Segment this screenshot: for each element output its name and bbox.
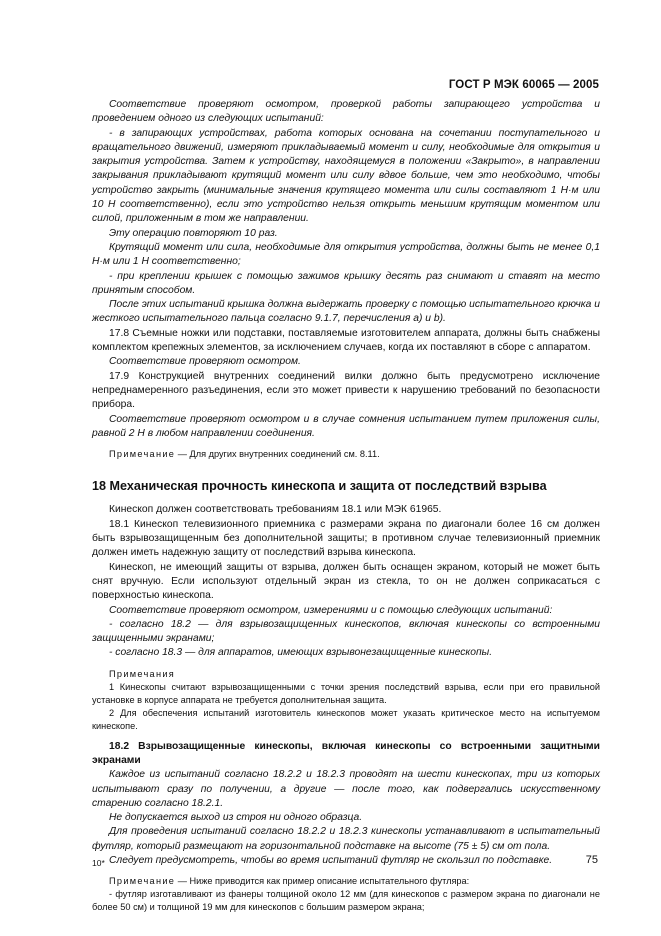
clause-18-2-heading: 18.2 Взрывозащищенные кинескопы, включая кинескопы со встроенными защитными экранами (92, 740, 600, 766)
note-item: 1 Кинескопы считают взрывозащищенными с точки зрения последствий взрыва, если при его правильной установке в корпусе аппарата не требуется дополнительная защита. (92, 681, 600, 705)
note-text: — Ниже приводится как пример описание испытательного футляра: (175, 876, 470, 887)
notes-label: Примечания (109, 668, 176, 679)
clause-18-1: 18.1 Кинескоп телевизионного приемника с размерами экрана по диагонали более 16 см должен быть взрывозащищенным без дополнительной защиты; в противном случае телевизионный приемник должен иметь надежную защиту от последствий взрыва кинескопа. (92, 518, 600, 559)
note-item: - футляр изготавливают из фанеры толщиной около 12 мм (для кинескопов с размером экрана по диагонали не более 50 см) и толщиной 19 мм для кинескопов с большим размером экрана; (92, 889, 600, 913)
page-number: 75 (585, 854, 598, 866)
paragraph: Кинескоп, не имеющий защиты от взрыва, должен быть оснащен экраном, который не может быть снят вручную. Если используют отдельный экран из стекла, то он не должен соприкасаться с поверхностью кинескопа. (92, 561, 600, 602)
paragraph: Соответствие проверяют осмотром и в случае сомнения испытанием путем приложения силы, равной 2 Н в любом направлении соединения. (92, 413, 600, 439)
paragraph: Не допускается выход из строя ни одного образца. (109, 812, 363, 824)
paragraph: - согласно 18.2 — для взрывозащищенных кинескопов, включая кинескопы со встроенными защищенными экранами; (92, 618, 600, 645)
clause-17-9: 17.9 Конструкцией внутренних соединений вилки должно быть предусмотрено исключение непреднамеренного разъединения, если это может привести к нарушению требований по безопасности прибора. (92, 370, 600, 411)
note (92, 448, 600, 461)
document-header: ГОСТ Р МЭК 60065 — 2005 (448, 79, 599, 91)
paragraph: Каждое из испытаний согласно 18.2.2 и 18.2.3 проводят на шести кинескопах, три из которых испытывают сразу по получении, а другие — после того, как подвергались искусственному старению согласно 18.2.1. (92, 769, 600, 809)
paragraph: - при креплении крышек с помощью зажимов крышку десять раз снимают и ставят на место принятым способом. (92, 270, 600, 296)
paragraph: Соответствие проверяют осмотром, проверкой работы запирающего устройства и проведением одного из следующих испытаний: (92, 99, 600, 125)
document-body (92, 98, 600, 914)
note-label: Примечание (109, 449, 176, 460)
note (92, 875, 600, 888)
paragraph: - согласно 18.3 — для аппаратов, имеющих взрывонезащищенные кинескопы. (109, 647, 493, 659)
note-text: — Для других внутренних соединений см. 8.11. (175, 449, 380, 460)
paragraph: Соответствие проверяют осмотром. (109, 356, 301, 368)
paragraph: Кинескоп должен соответствовать требованиям 18.1 или МЭК 61965. (109, 504, 442, 516)
paragraph: - в запирающих устройствах, работа которых основана на сочетании поступательного и вращательного движений, измеряют прикладываемый момент и силу, необходимые для открытия и закрытия устройства. Затем к устройству, находящемуся в положении «Закрыто», в направлении закрывания прикладывают крутящий момент или силу вдвое больше, чем это необходимо, чтобы устройство закрыть (минимальные значения крутящего момента или силы составляют 1 Н·м или 10 Н соответственно), если это устройство нельзя открыть меньшим крутящим моментом или силой, приложенным в том же направлении. (92, 127, 600, 225)
paragraph: Для проведения испытаний согласно 18.2.2 и 18.2.3 кинескопы устанавливают в испытательный футляр, который размещают на горизонтальной подставке на высоте (75 ± 5) см от пола. (92, 826, 600, 852)
paragraph: Крутящий момент или сила, необходимые для открытия устройства, должны быть не менее 0,1 Н·м или 1 Н соответственно; (92, 241, 600, 268)
paragraph: Соответствие проверяют осмотром, измерениями и с помощью следующих испытаний: (109, 604, 553, 616)
signature-mark: 10* (92, 858, 105, 868)
paragraph: Эту операцию повторяют 10 раз. (109, 227, 278, 239)
paragraph: Следует предусмотреть, чтобы во время испытаний футляр не скользил по подставке. (109, 855, 553, 867)
note-label: Примечание (109, 876, 176, 887)
paragraph: После этих испытаний крышка должна выдержать проверку с помощью испытательного крючка и жесткого испытательного пальца согласно 9.1.7, перечисления а) и b). (92, 299, 600, 325)
section-18-heading: 18 Механическая прочность кинескопа и защита от последствий взрыва (92, 479, 547, 494)
note-item: 2 Для обеспечения испытаний изготовитель кинескопов может указать критическое место на испытуемом кинескопе. (92, 707, 600, 731)
clause-17-8: 17.8 Съемные ножки или подставки, поставляемые изготовителем аппарата, должны быть снабжены комплектом крепежных элементов, за исключением случаев, когда их поставляют в сборе с аппаратом. (92, 327, 600, 354)
